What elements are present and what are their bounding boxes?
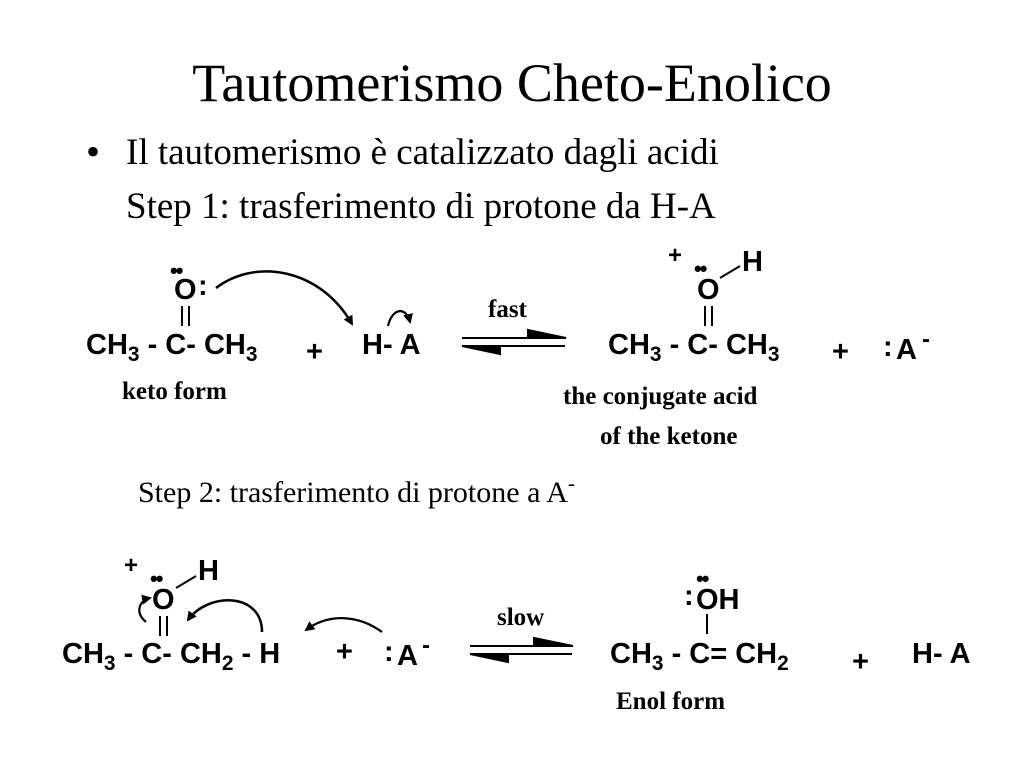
acid-ha: H- A: [362, 329, 421, 361]
enol-lone-pair-side: :: [684, 580, 694, 612]
arrow-label-fast: fast: [488, 296, 527, 323]
acid-ha-2: H- A: [912, 638, 971, 670]
label-enol-form: Enol form: [616, 688, 726, 715]
conj-acid-charge: +: [668, 242, 683, 269]
plus-sign-1: +: [306, 336, 323, 368]
conj-acid-hydrogen: H: [742, 246, 763, 278]
conj-acid-oh-bond: [720, 266, 740, 278]
ketone-double-bond: [182, 306, 189, 326]
bullet-symbol: •: [86, 129, 101, 174]
base2-dots: :: [384, 636, 394, 668]
enol-formula: $CH_3 - C= CH_2$: [610, 638, 789, 675]
base-dots: :: [883, 331, 893, 363]
reactant-lone-pair: ••: [150, 566, 162, 591]
conj-acid-formula: $CH_3 - C-$ $CH_3$: [608, 329, 780, 366]
arrow-label-slow: slow: [497, 604, 545, 631]
step2-heading: Step 2: trasferimento di protone a A-: [138, 471, 576, 509]
conj-acid-oxygen: O: [697, 274, 720, 306]
curved-arrow-o-to-h: [216, 271, 352, 324]
label-keto-form: keto form: [122, 378, 227, 405]
ketone-formula: $CH_3 - C-$ $CH_3$: [86, 329, 258, 366]
bullet-line-2: Step 1: trasferimento di protone da H-A: [126, 186, 716, 227]
ketone-oxygen-side-pair: :: [198, 270, 208, 302]
plus-sign-3: +: [336, 636, 353, 668]
conj-acid-double-bond: [705, 306, 712, 326]
plus-sign-2: +: [832, 336, 849, 368]
equilibrium-arrows-fast: [462, 330, 566, 354]
conj-acid-lone-pair: ••: [694, 256, 706, 281]
curved-arrow-pi-to-o: [139, 598, 150, 622]
curved-arrow-ha-bond: [388, 311, 410, 326]
enol-lone-pair-top: ••: [696, 566, 708, 591]
ketone-oxygen-lone-pair: ••: [170, 258, 182, 283]
base-a: A: [896, 334, 917, 366]
label-conjugate-acid-line-1: the conjugate acid: [563, 383, 758, 410]
reactant-double-bond: [160, 616, 167, 636]
reactant-formula: $CH_3 - C-$ $CH_2$ - H: [62, 638, 281, 675]
reactant-oh-bond: [176, 576, 196, 588]
label-conjugate-acid-line-2: of the ketone: [600, 423, 738, 450]
base2-charge: -: [422, 632, 430, 659]
base2-a: A: [397, 640, 418, 672]
base-charge: -: [922, 326, 930, 353]
reactant-hydrogen: H: [198, 555, 219, 587]
reactant-oxygen: O: [152, 584, 175, 616]
curved-arrow-ch-to-cc: [188, 600, 262, 632]
equilibrium-arrows-slow: [470, 638, 573, 662]
reactant-charge: +: [124, 552, 139, 579]
ketone-oxygen: O: [174, 274, 197, 306]
curved-arrow-a-to-h: [306, 618, 382, 632]
enol-oh: OH: [696, 584, 740, 616]
page-title: Tautomerismo Cheto-Enolico: [192, 53, 832, 113]
plus-sign-4: +: [852, 646, 869, 678]
bullet-line-1: Il tautomerismo è catalizzato dagli acidi: [126, 132, 719, 173]
